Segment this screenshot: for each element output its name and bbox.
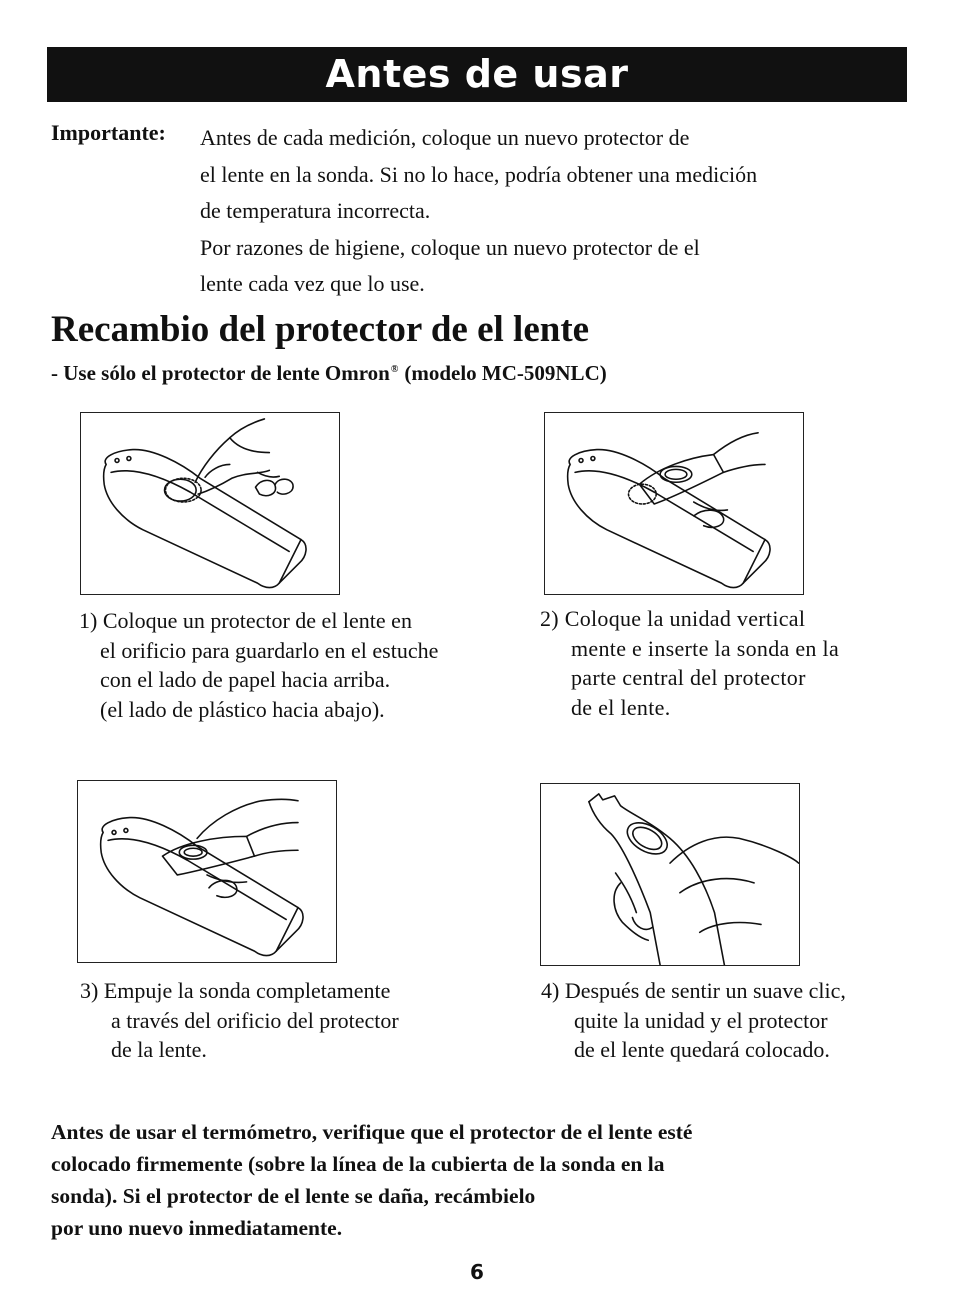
caption-line: de el lente quedará colocado. <box>574 1037 830 1062</box>
step2-illustration <box>544 412 804 595</box>
caption-line: el orificio para guardarlo en el estuche <box>100 637 439 663</box>
section-title: Recambio del protector de el lente <box>51 309 590 350</box>
step3-caption <box>80 976 399 1065</box>
step1-drawing <box>81 413 339 594</box>
caption-line: parte central del protector <box>571 665 806 690</box>
warning-line: sonda). Si el protector de el lente se daña, recámbielo <box>51 1184 536 1208</box>
registered-mark: ® <box>390 364 399 375</box>
caption-line: quite la unidad y el protector <box>574 1007 828 1033</box>
step3-drawing <box>78 781 336 962</box>
warning-paragraph <box>51 1116 911 1244</box>
step1-illustration <box>80 412 340 595</box>
important-label: Importante: <box>51 120 166 145</box>
caption-line: de la lente. <box>111 1037 207 1062</box>
page-number: 6 <box>470 1260 484 1284</box>
important-line: de temperatura incorrecta. <box>200 198 431 223</box>
important-line: el lente en la sonda. Si no lo hace, podría obtener una medición <box>200 161 758 187</box>
step2-drawing <box>545 413 803 594</box>
caption-line: a través del orificio del protector <box>111 1007 399 1033</box>
caption-line: (el lado de plástico hacia abajo). <box>100 696 385 722</box>
warning-line: Antes de usar el termómetro, verifique que el protector de el lente esté <box>51 1120 693 1144</box>
caption-line: 3) Empuje la sonda completamente <box>80 978 391 1003</box>
step1-caption <box>79 606 438 724</box>
subtitle-model: (modelo MC-509NLC) <box>404 361 607 385</box>
subtitle-text: - Use sólo el protector de lente Omron <box>51 361 390 385</box>
caption-line: de el lente. <box>571 694 671 720</box>
caption-line: con el lado de papel hacia arriba. <box>100 667 391 692</box>
caption-line: 1) Coloque un protector de el lente en <box>79 608 412 633</box>
important-line: Por razones de higiene, coloque un nuevo protector de el <box>200 234 700 260</box>
step4-illustration <box>540 783 800 966</box>
important-text <box>200 120 890 303</box>
important-line: Antes de cada medición, coloque un nuevo protector de <box>200 125 690 150</box>
caption-line: mente e inserte la sonda en la <box>571 635 840 661</box>
important-line: lente cada vez que lo use. <box>200 271 425 296</box>
page-title: Antes de usar <box>47 47 907 102</box>
warning-line: por uno nuevo inmediatamente. <box>51 1216 343 1240</box>
step3-illustration <box>77 780 337 963</box>
caption-line: 2) Coloque la unidad vertical <box>540 606 806 631</box>
step2-caption <box>540 604 839 722</box>
step4-caption <box>541 976 846 1065</box>
caption-line: 4) Después de sentir un suave clic, <box>541 978 846 1003</box>
warning-line: colocado firmemente (sobre la línea de la cubierta de la sonda en la <box>51 1152 665 1176</box>
section-subtitle <box>51 361 607 386</box>
step4-drawing <box>541 784 799 965</box>
